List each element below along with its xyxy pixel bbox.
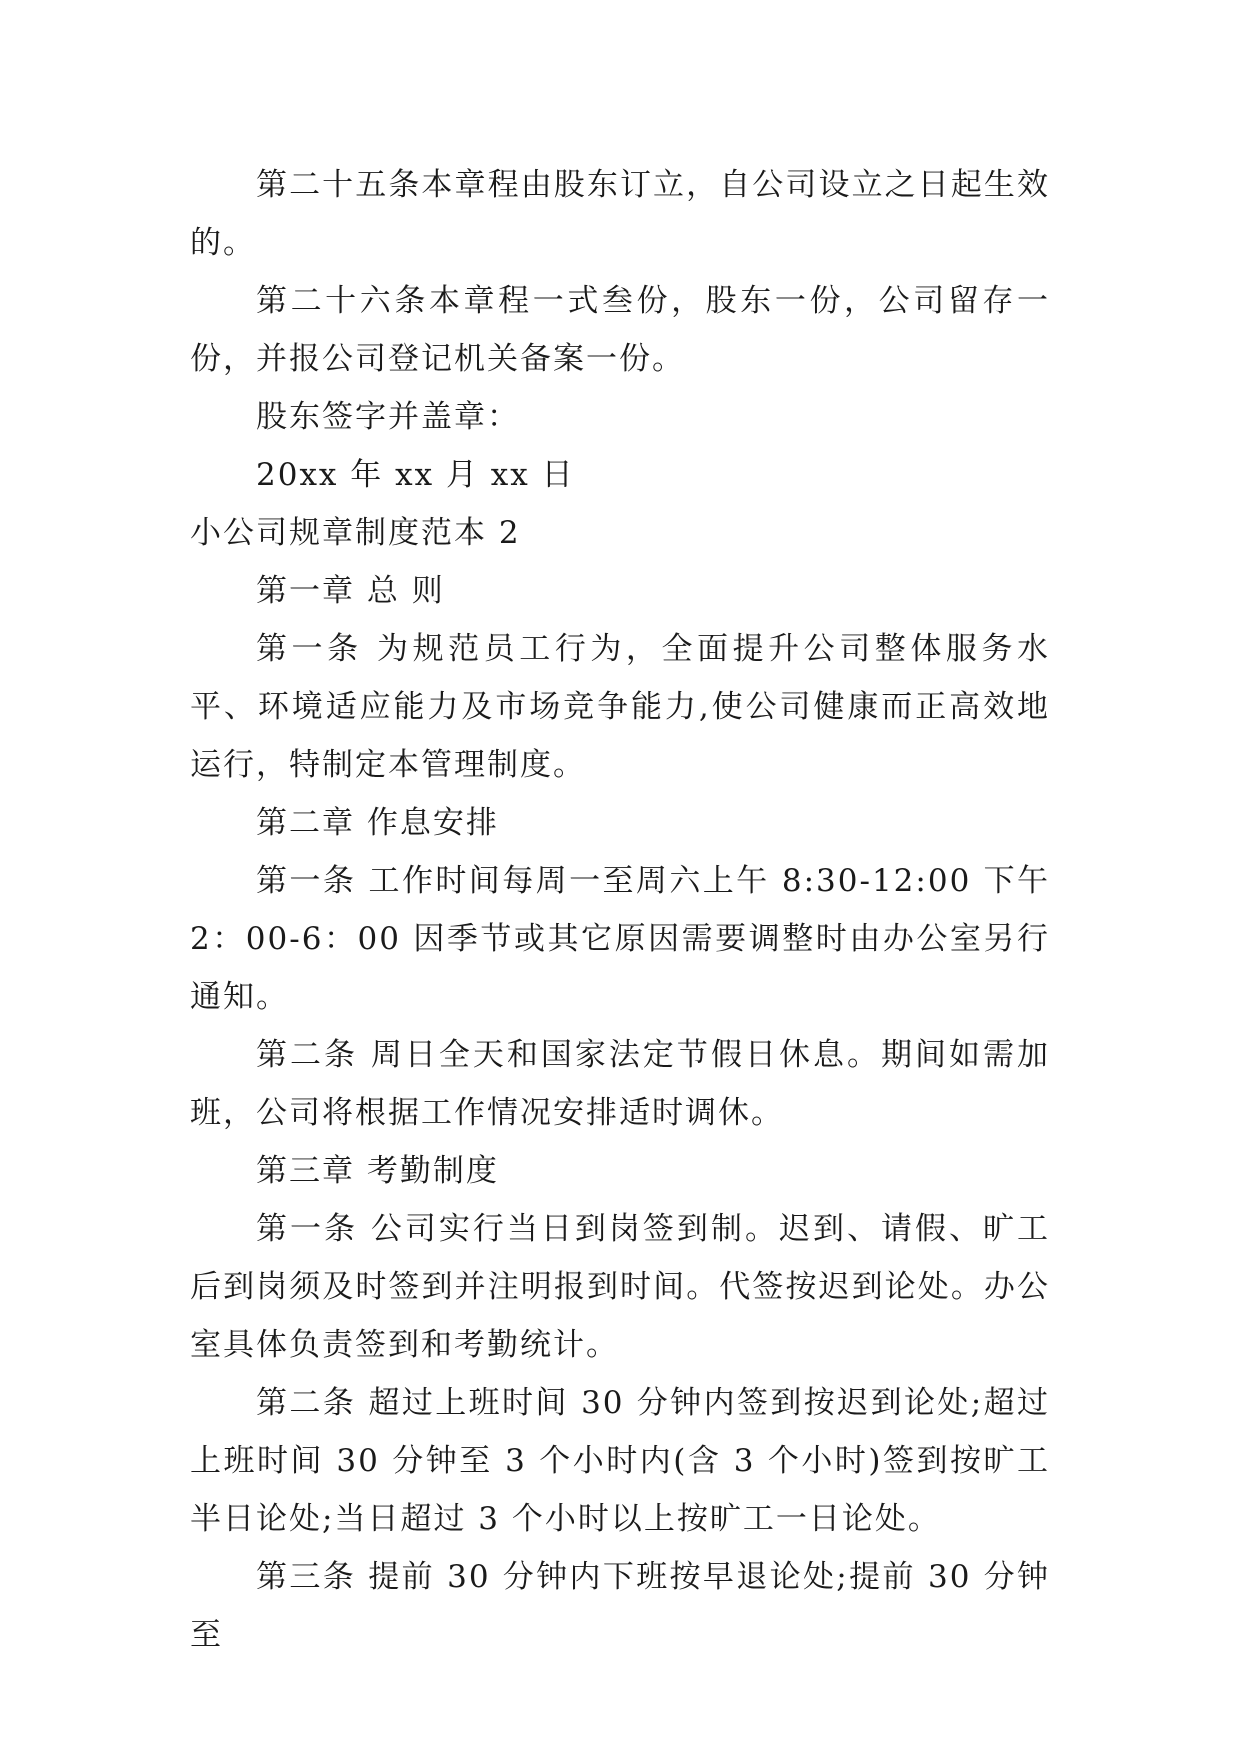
chapter-2-article-1: 第一条 工作时间每周一至周六上午 8:30-12:00 下午 2：00-6：00 因季节或其它原因需要调整时由办公室另行通知。 — [190, 863, 1050, 1015]
paragraph-article-26: 第二十六条本章程一式叁份，股东一份，公司留存一份，并报公司登记机关备案一份。 — [190, 283, 1050, 377]
chapter-2-heading: 第二章 作息安排 — [256, 805, 499, 841]
paragraph-signature: 股东签字并盖章： — [256, 399, 520, 435]
paragraph-article-25: 第二十五条本章程由股东订立，自公司设立之日起生效的。 — [190, 167, 1050, 261]
chapter-2-article-2: 第二条 周日全天和国家法定节假日休息。期间如需加班，公司将根据工作情况安排适时调休。 — [190, 1037, 1050, 1131]
chapter-3-article-3: 第三条 提前 30 分钟内下班按早退论处;提前 30 分钟至 — [190, 1559, 1050, 1653]
chapter-3-article-2: 第二条 超过上班时间 30 分钟内签到按迟到论处;超过上班时间 30 分钟至 3 个小时内(含 3 个小时)签到按旷工半日论处;当日超过 3 个小时以上按旷工一日论处。 — [190, 1385, 1050, 1537]
section-title: 小公司规章制度范本 2 — [190, 515, 521, 551]
chapter-1-article-1: 第一条 为规范员工行为，全面提升公司整体服务水平、环境适应能力及市场竞争能力,使公司健康而正高效地运行，特制定本管理制度。 — [190, 631, 1050, 783]
paragraph-date: 20xx 年 xx 月 xx 日 — [256, 457, 575, 493]
chapter-3-heading: 第三章 考勤制度 — [256, 1153, 499, 1189]
chapter-3-article-1: 第一条 公司实行当日到岗签到制。迟到、请假、旷工后到岗须及时签到并注明报到时间。代签按迟到论处。办公室具体负责签到和考勤统计。 — [190, 1211, 1050, 1363]
chapter-1-heading: 第一章 总 则 — [256, 573, 445, 609]
document-body — [190, 156, 1050, 1664]
